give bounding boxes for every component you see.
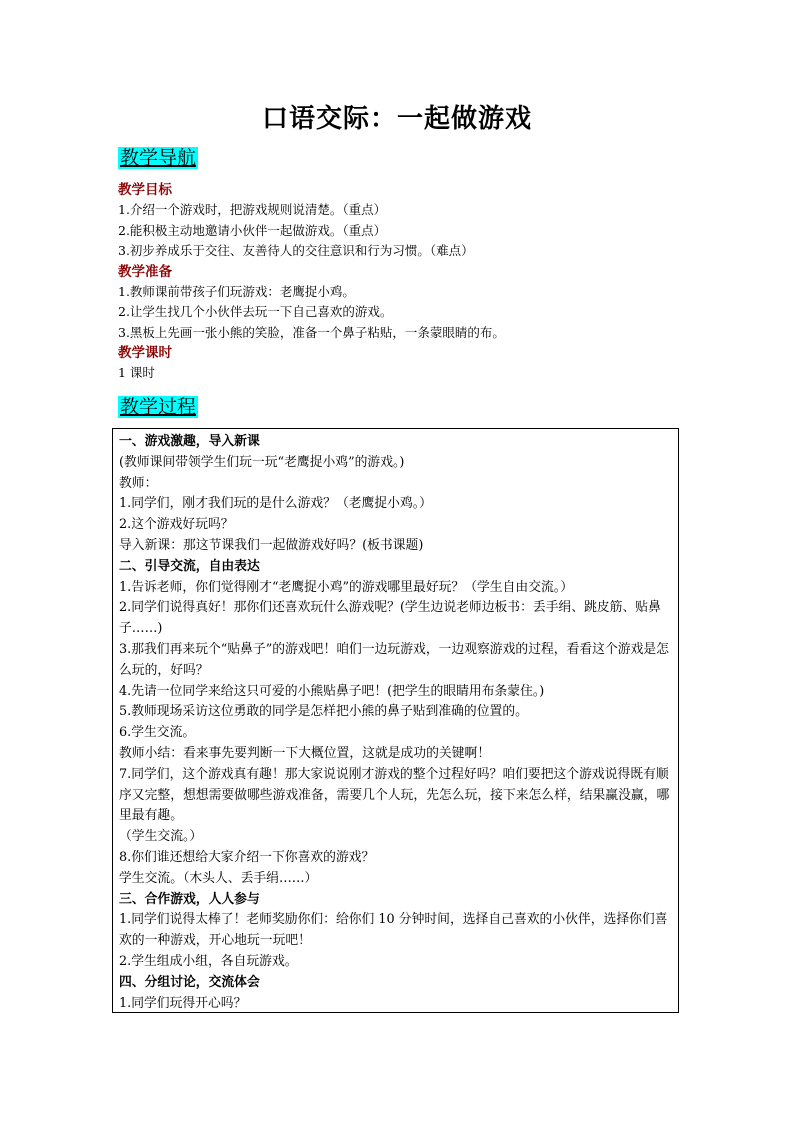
preparation-heading: 教学准备 — [118, 263, 172, 280]
process-line: (教师课间带领学生们玩一玩“老鹰捉小鸡”的游戏。) — [119, 454, 405, 470]
objective-item: 3.初步养成乐于交往、友善待人的交往意识和行为习惯。（难点） — [118, 243, 474, 258]
process-line: 教师： — [119, 475, 158, 491]
process-line: 2.学生组成小组，各自玩游戏。 — [119, 953, 298, 969]
process-line: 7.同学们，这个游戏真有趣！那大家说说刚才游戏的整个过程好吗？咱们要把这个游戏说得既有顺序又完整，想想需要做哪些游戏准备，需要几个人玩，先怎么玩，接下来怎么样，结果赢没赢，哪里最有趣。 — [119, 766, 670, 824]
process-line: 2.这个游戏好玩吗？ — [119, 517, 234, 533]
objective-item: 2.能积极主动地邀请小伙伴一起做游戏。（重点） — [118, 222, 387, 238]
process-section-heading: 二、引导交流，自由表达 — [119, 558, 260, 574]
preparation-item: 1.教师课前带孩子们玩游戏：老鹰捉小鸡。 — [118, 283, 355, 299]
nav-heading: 教学导航 — [120, 147, 197, 169]
process-table — [112, 428, 679, 1013]
preparation-item: 2.让学生找几个小伙伴去玩一下自己喜欢的游戏。 — [118, 304, 393, 319]
process-line: 8.你们谁还想给大家介绍一下你喜欢的游戏？ — [119, 849, 375, 865]
objective-item: 1.介绍一个游戏时，把游戏规则说清楚。（重点） — [118, 202, 387, 217]
process-section-heading: 四、分组讨论，交流体会 — [119, 974, 260, 990]
process-section-heading: 三、合作游戏，人人参与 — [119, 891, 260, 907]
process-line: 1.告诉老师，你们觉得刚才“老鹰捉小鸡”的游戏哪里最好玩？（学生自由交流。） — [119, 579, 573, 595]
process-section-heading: 一、游戏激趣，导入新课 — [119, 434, 260, 449]
objectives-heading: 教学目标 — [118, 182, 172, 198]
process-line: 2.同学们说得真好！那你们还喜欢玩什么游戏呢？(学生边说老师边板书：丢手绢、跳皮筋、贴鼻子……) — [119, 600, 661, 637]
hours-item: 1 课时 — [118, 365, 155, 380]
process-line: 1.同学们玩得开心吗？ — [119, 995, 247, 1011]
process-line: 1.同学们，刚才我们玩的是什么游戏？（老鹰捉小鸡。） — [119, 496, 432, 512]
process-line: 教师小结：看来事先要判断一下大概位置，这就是成功的关键啊！ — [119, 745, 491, 761]
process-line: 导入新课：那这节课我们一起做游戏好吗？(板书课题) — [119, 537, 424, 553]
page-title: 口语交际：一起做游戏 — [261, 104, 532, 134]
process-line: 6.学生交流。 — [119, 725, 196, 741]
preparation-item: 3.黑板上先画一张小熊的笑脸，准备一个鼻子粘贴，一条蒙眼睛的布。 — [118, 324, 505, 340]
process-line: 4.先请一位同学来给这只可爱的小熊贴鼻子吧！(把学生的眼睛用布条蒙住。) — [119, 683, 545, 699]
process-line: 5.教师现场采访这位勇敢的同学是怎样把小熊的鼻子贴到准确的位置的。 — [119, 704, 528, 720]
objectives-section — [118, 180, 678, 384]
process-heading: 教学过程 — [120, 396, 197, 418]
hours-heading: 教学课时 — [118, 345, 172, 361]
process-line: 3.那我们再来玩个“贴鼻子”的游戏吧！咱们一边玩游戏，一边观察游戏的过程，看看这个游戏是怎么玩的，好吗？ — [119, 641, 669, 678]
process-line: 学生交流。（木头人、丢手绢……） — [119, 870, 318, 886]
process-line: （学生交流。） — [119, 829, 203, 845]
process-line: 1.同学们说得太棒了！老师奖励你们：给你们 10 分钟时间，选择自己喜欢的小伙伴，选择你们喜欢的一种游戏，开心地玩一玩吧！ — [119, 912, 668, 949]
